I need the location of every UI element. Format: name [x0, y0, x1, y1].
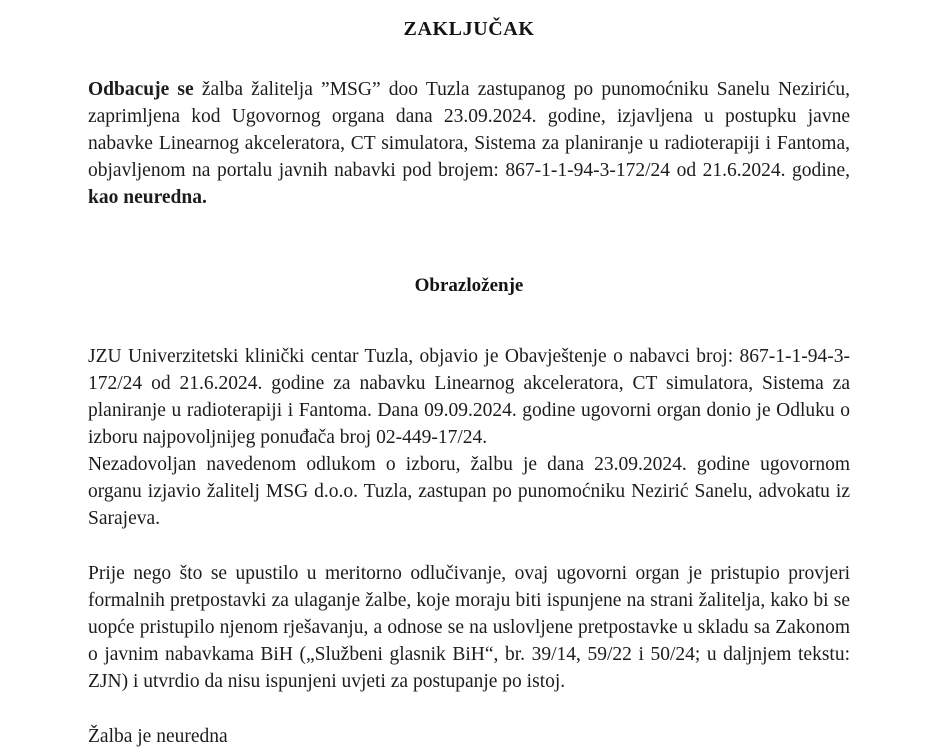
- section-heading-obrazlozenje: Obrazloženje: [414, 275, 524, 296]
- ruling-lead-bold: Odbacuje se: [88, 79, 194, 100]
- spacer: [88, 532, 850, 560]
- spacer: [88, 695, 850, 723]
- background-paragraph-1: JZU Univerzitetski klinički centar Tuzla, objavio je Obavještenje o nabavci broj: 867-1-1-94-3-172/24 od 21.6.2024. godine za nabavku Linearnog akceleratora, CT simulatora, Sistema za planiranje u radioterapiji i Fantoma. Dana 09.09.2024. godine ugovorni organ donio je Odluku o izboru najpovoljnijeg ponuđača broj 02-449-17/24.: [88, 346, 850, 448]
- ruling-body-text: žalba žalitelja ”MSG” doo Tuzla zastupanog po punomoćniku Sanelu Neziriću, zaprimljena kod Ugovornog organa dana 23.09.2024. godine, izjavljena u postupku javne nabavke Linearnog akceleratora, CT simulatora, Sistema za planiranje u radioterapiji i Fantoma, objavljenom na portalu javnih nabavki pod brojem: 867-1-1-94-3-172/24 od 21.6.2024. godine,: [88, 79, 851, 181]
- document-body: [88, 0, 850, 750]
- background-paragraph-2: Nezadovoljan navedenom odlukom o izboru, žalbu je dana 23.09.2024. godine ugovornom organu izjavio žalitelj MSG d.o.o. Tuzla, zastupan po punomoćniku Nezirić Sanelu, advokatu iz Sarajeva.: [88, 454, 850, 529]
- spacer: [88, 299, 850, 343]
- spacer: [88, 211, 850, 273]
- reasoning-paragraph-1: Prije nego što se upustilo u meritorno odlučivanje, ovaj ugovorni organ je pristupio provjeri formalnih pretpostavki za ulaganje žalbe, koje moraju biti ispunjene na strani žalitelja, kako bi se uopće pristupilo njenom rješavanju, a odnose se na uslovljene pretpostavke u skladu sa Zakonom o javnim nabavkama BiH („Službeni glasnik BiH“, br. 39/14, 59/22 i 50/24; u daljnjem tekstu: ZJN) i utvrdio da nisu ispunjeni uvjeti za postupanje po istoj.: [88, 563, 850, 692]
- spacer: [88, 42, 850, 76]
- closing-line: Žalba je neuredna: [88, 726, 228, 747]
- page-title: ZAKLJUČAK: [403, 18, 535, 40]
- ruling-paragraph: [88, 76, 850, 211]
- ruling-tail-bold: kao neuredna.: [88, 187, 207, 208]
